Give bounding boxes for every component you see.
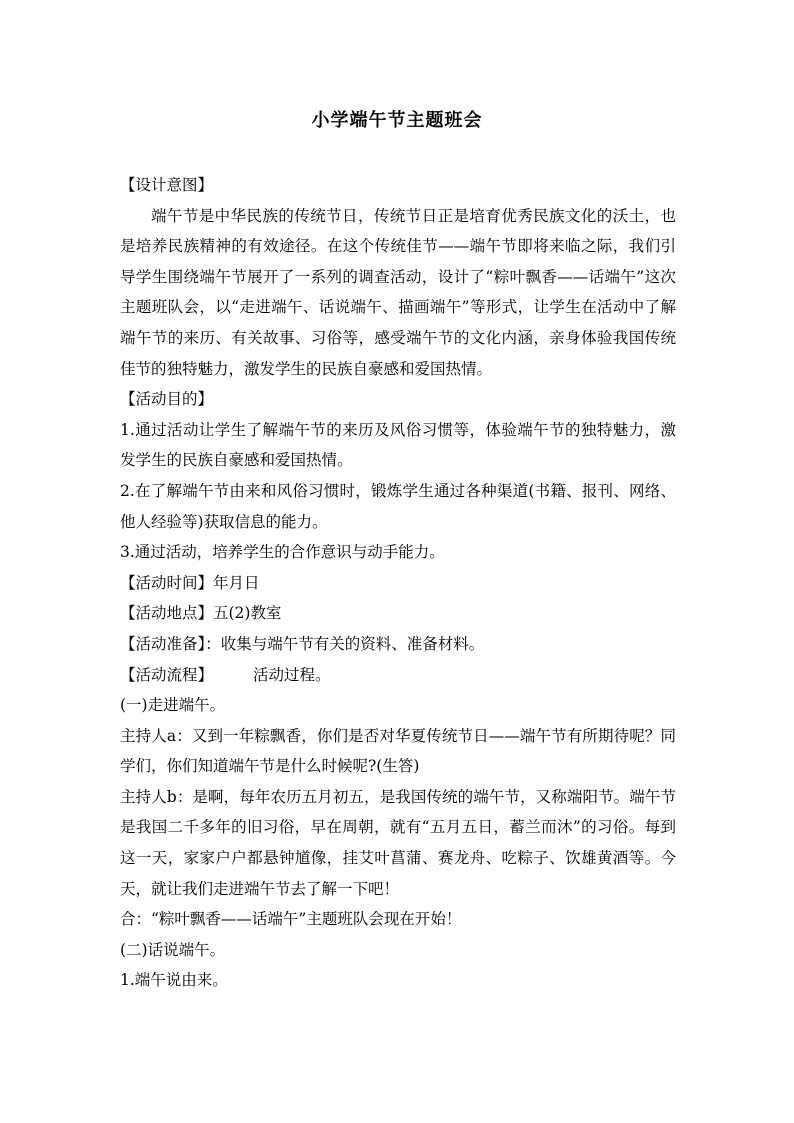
section-enter-duanwu: (一)走进端午。	[120, 696, 226, 715]
activity-flow	[120, 660, 676, 691]
host-b-speech: 主持人b：是啊，每年农历五月初五，是我国传统的端午节，又称端阳节。端午节是我国二千多年的旧习俗，早在周朝，就有“五月五日，蓄兰而沐”的习俗。每到这一天，家家户户都悬钟馗像，挂艾叶菖蒲、赛龙舟、吃粽子、饮雄黄酒等。今天，就让我们走进端午节去了解一下吧！	[120, 787, 676, 898]
subsection-origin: 1.端午说由来。	[120, 971, 228, 990]
activity-preparation: 【活动准备】：收集与端午节有关的资料、准备材料。	[120, 634, 485, 653]
host-a-speech: 主持人a：又到一年粽飘香，你们是否对华夏传统节日——端午节有所期待呢？同学们，你们知道端午节是什么时候呢?(生答)	[120, 726, 676, 776]
purpose-item-1: 1.通过活动让学生了解端午节的来历及风俗习惯等，体验端午节的独特魅力，激发学生的民族自豪感和爱国热情。	[120, 420, 676, 470]
purpose-item-2: 2.在了解端午节由来和风俗习惯时，锻炼学生通过各种渠道(书籍、报刊、网络、他人经验等)获取信息的能力。	[120, 481, 676, 531]
document-body	[120, 170, 676, 996]
section-heading-purpose: 【活动目的】	[120, 390, 214, 409]
document-title: 小学端午节主题班会	[311, 110, 483, 131]
activity-location: 【活动地点】五(2)教室	[120, 604, 282, 623]
section-talk-duanwu: (二)话说端午。	[120, 940, 226, 959]
together-speech: 合：“粽叶飘香——话端午”主题班队会现在开始！	[120, 910, 462, 929]
activity-time: 【活动时间】年月日	[120, 573, 260, 592]
flow-label: 【活动流程】	[120, 665, 214, 684]
paragraph-design-intent: 端午节是中华民族的传统节日，传统节日正是培育优秀民族文化的沃土，也是培养民族精神的有效途径。在这个传统佳节——端午节即将来临之际，我们引导学生围绕端午节展开了一系列的调查活动，设计了“粽叶飘香——话端午”这次主题班队会，以“走进端午、话说端午、描画端午”等形式，让学生在活动中了解端午节的来历、有关故事、习俗等，感受端午节的文化内涵，亲身体验我国传统佳节的独特魅力，激发学生的民族自豪感和爱国热情。	[120, 206, 676, 378]
purpose-item-3: 3.通过活动，培养学生的合作意识与动手能力。	[120, 543, 445, 562]
section-heading-design: 【设计意图】	[120, 176, 214, 194]
flow-text: 活动过程。	[253, 665, 331, 684]
